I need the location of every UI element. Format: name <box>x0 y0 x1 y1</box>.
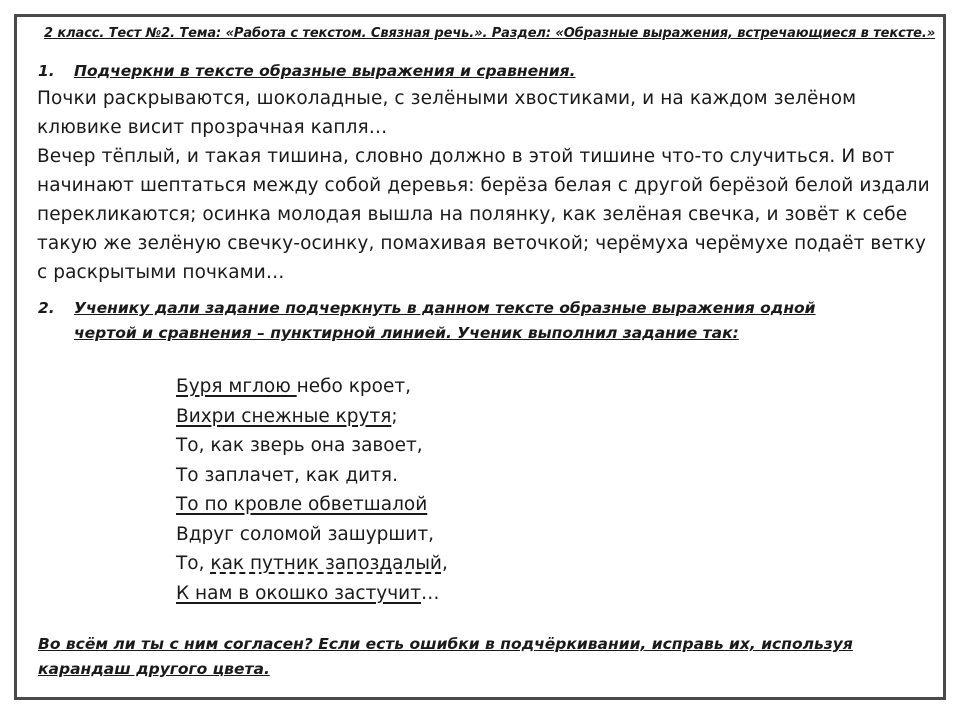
task-1-number: 1. <box>38 62 55 80</box>
poem-line-4: То заплачет, как дитя. <box>176 464 398 486</box>
poem-text: ; <box>391 405 398 427</box>
poem-line-6: Вдруг соломой зашуршит, <box>176 523 434 545</box>
test-header: 2 класс. Тест №2. Тема: «Работа с текстом. Связная речь.». Раздел: «Образные выражения, встречающиеся в тексте.» <box>44 26 936 41</box>
poem-text: То, <box>176 553 211 574</box>
reading-text <box>37 84 937 287</box>
underlined-solid: К нам в окошко застучит <box>176 582 421 604</box>
underlined-dashed: как путник запоздалый <box>210 553 442 574</box>
poem-line-2 <box>176 402 448 432</box>
poem-line-5 <box>176 490 448 520</box>
task-2-number: 2. <box>38 299 55 317</box>
task-2-instruction-line-1: Ученику дали задание подчеркнуть в данном тексте образные выражения одной <box>74 299 816 317</box>
poem-line-8 <box>176 579 448 609</box>
task-1-instruction: Подчеркни в тексте образные выражения и сравнения. <box>74 62 576 80</box>
reading-paragraph-1: Почки раскрываются, шоколадные, с зелёными хвостиками, и на каждом зелёном клювике висит прозрачная капля… <box>37 88 857 138</box>
reading-paragraph-2: Вечер тёплый, и такая тишина, словно должно в этой тишине что-то случиться. И вот начинают шептаться между собой деревья: берёза белая с другой берёзой белой издали перекликаются; осинка молодая вышла на полянку, как зелёная свечка, и зовёт к себе такую же зелёную свечку-осинку, помахивая веточкой; черёмуха черёмухе подаёт ветку с раскрытыми почками… <box>37 146 930 283</box>
poem-text: небо кроет, <box>296 376 412 397</box>
poem-line-7 <box>176 549 448 579</box>
poem-text: … <box>420 582 440 604</box>
underlined-solid: То по кровле обветшалой <box>176 494 428 515</box>
poem-line-1 <box>176 372 448 402</box>
task-2-title <box>38 296 898 346</box>
underlined-solid: Вихри снежные крутя <box>176 405 392 427</box>
poem <box>176 372 448 608</box>
underlined-solid: Буря мглою <box>176 376 297 397</box>
task-1-title <box>38 59 898 84</box>
closing-question: Во всём ли ты с ним согласен? Если есть ошибки в подчёркивании, исправь их, используя карандаш другого цвета. <box>38 635 853 678</box>
poem-text: , <box>441 553 448 574</box>
task-2-instruction-line-2: чертой и сравнения – пунктирной линией. Ученик выполнил задание так: <box>74 324 739 342</box>
poem-line-3: То, как зверь она завоет, <box>176 435 423 456</box>
